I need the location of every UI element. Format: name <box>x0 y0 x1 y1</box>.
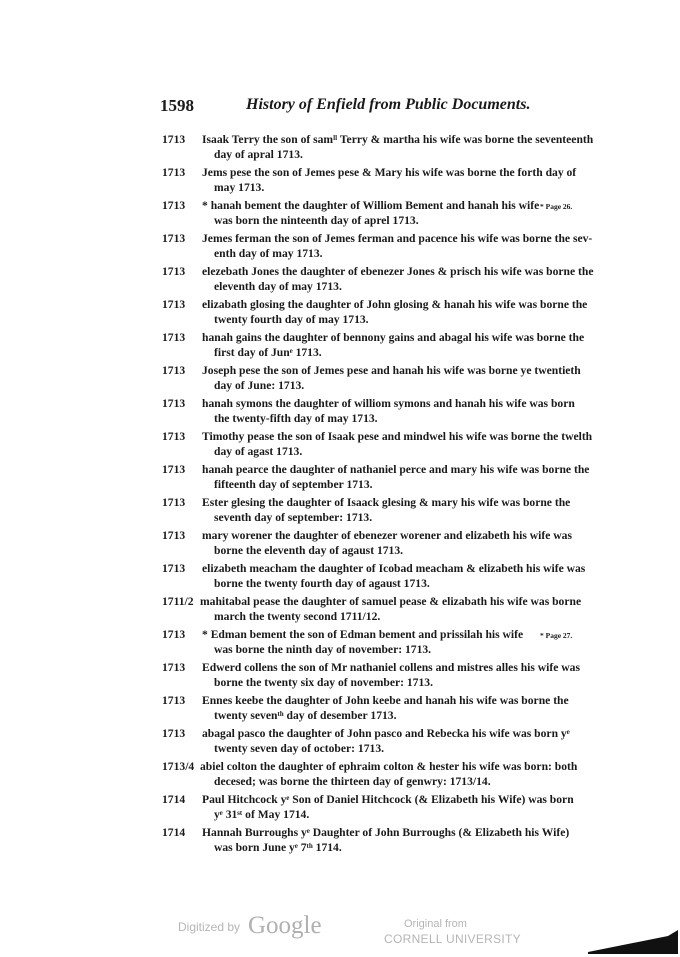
page-reference-marker: * Page 26. <box>540 202 573 211</box>
record-text-line1: hanah pearce the daughter of nathaniel perce and mary his wife was borne the <box>202 463 590 476</box>
record-year: 1713 <box>162 694 186 707</box>
record-year: 1711/2 <box>162 595 194 608</box>
record-text-line2: decesed; was borne the thirteen day of genwry: 1713/14. <box>214 775 491 789</box>
record-entry <box>162 165 602 195</box>
footer-institution: CORNELL UNIVERSITY <box>384 932 521 946</box>
record-text-line1: elezebath Jones the daughter of ebenezer Jones & prisch his wife was borne the <box>202 265 594 278</box>
record-text-line1: * hanah bement the daughter of Williom Bement and hanah his wife <box>202 199 540 212</box>
record-year: 1713 <box>162 562 186 575</box>
record-text-line1: elizabeth meacham the daughter of Icobad meacham & elizabeth his wife was <box>202 562 586 575</box>
record-entry <box>162 759 602 789</box>
page-reference-marker: * Page 27. <box>540 631 573 640</box>
record-entry <box>162 462 602 492</box>
footer-original-label: Original from <box>404 918 467 930</box>
record-entry <box>162 528 602 558</box>
record-entry <box>162 330 602 360</box>
record-text-line1: Hannah Burroughs yᵉ Daughter of John Burroughs (& Elizabeth his Wife) <box>202 826 570 839</box>
record-year: 1713 <box>162 232 186 245</box>
record-text-line1: * Edman bement the son of Edman bement and prissilah his wife <box>202 628 524 641</box>
record-year: 1713 <box>162 496 186 509</box>
record-year: 1713 <box>162 463 186 476</box>
record-year: 1714 <box>162 826 186 839</box>
google-logo: Google <box>248 912 322 939</box>
page-number: 1598 <box>160 96 194 115</box>
record-text-line2: day of June: 1713. <box>214 379 305 393</box>
record-text-line1: Ennes keebe the daughter of John keebe and hanah his wife was borne the <box>202 694 569 707</box>
record-text-line1: mary worener the daughter of ebenezer worener and elizabeth his wife was <box>202 529 572 542</box>
record-text-line2: twenty sevenᵗʰ day of desember 1713. <box>214 709 397 723</box>
record-text-line2: day of agast 1713. <box>214 445 303 459</box>
record-entry <box>162 495 602 525</box>
record-year: 1713/4 <box>162 760 195 773</box>
record-entry <box>162 561 602 591</box>
record-entry <box>162 693 602 723</box>
record-text-line1: abiel colton the daughter of ephraim colton & hester his wife was born: both <box>200 760 578 773</box>
record-entry <box>162 198 602 228</box>
record-text-line2: enth day of may 1713. <box>214 247 323 261</box>
record-text-line2: borne the twenty six day of november: 1713. <box>214 676 433 690</box>
record-text-line2: twenty seven day of october: 1713. <box>214 742 385 756</box>
record-text-line2: march the twenty second 1711/12. <box>214 610 381 624</box>
record-text-line2: was born June yᵉ 7ᵗʰ 1714. <box>214 841 342 855</box>
record-year: 1713 <box>162 199 186 212</box>
record-entry <box>162 363 602 393</box>
record-text-line2: borne the twenty fourth day of agaust 1713. <box>214 577 430 591</box>
record-text-line2: was born the ninteenth day of aprel 1713. <box>214 214 419 228</box>
record-text-line2: the twenty-fifth day of may 1713. <box>214 412 378 426</box>
record-entry <box>162 627 602 657</box>
record-year: 1713 <box>162 265 186 278</box>
birth-records-list <box>162 132 602 858</box>
footer-digitized-label: Digitized by <box>178 920 241 934</box>
record-year: 1713 <box>162 661 186 674</box>
record-text-line2: first day of Junᵉ 1713. <box>214 346 322 360</box>
record-year: 1713 <box>162 298 186 311</box>
record-entry <box>162 792 602 822</box>
page-corner-wedge-icon <box>588 928 678 956</box>
record-text-line1: hanah gains the daughter of bennony gains and abagal his wife was borne the <box>202 331 585 344</box>
record-entry <box>162 660 602 690</box>
record-year: 1713 <box>162 628 186 641</box>
record-entry <box>162 231 602 261</box>
record-year: 1713 <box>162 430 186 443</box>
record-entry <box>162 264 602 294</box>
record-text-line1: mahitabal pease the daughter of samuel pease & elizabath his wife was borne <box>200 595 582 608</box>
record-text-line1: Ester glesing the daughter of Isaack glesing & mary his wife was borne the <box>202 496 571 509</box>
record-text-line2: seventh day of september: 1713. <box>214 511 373 525</box>
record-text-line2: twenty fourth day of may 1713. <box>214 313 369 327</box>
record-entry <box>162 429 602 459</box>
record-text-line2: fifteenth day of september 1713. <box>214 478 373 492</box>
record-year: 1713 <box>162 529 186 542</box>
record-year: 1713 <box>162 331 186 344</box>
record-text-line2: day of apral 1713. <box>214 148 303 162</box>
record-entry <box>162 825 602 855</box>
record-entry <box>162 726 602 756</box>
record-year: 1713 <box>162 727 186 740</box>
record-entry <box>162 297 602 327</box>
record-text-line2: borne the eleventh day of agaust 1713. <box>214 544 404 558</box>
record-entry <box>162 396 602 426</box>
record-entry <box>162 594 602 624</box>
record-text-line2: eleventh day of may 1713. <box>214 280 342 294</box>
record-text-line1: Jemes ferman the son of Jemes ferman and pacence his wife was borne the sev- <box>202 232 593 245</box>
record-year: 1714 <box>162 793 186 806</box>
running-title: History of Enfield from Public Documents. <box>246 96 531 113</box>
record-year: 1713 <box>162 166 186 179</box>
record-text-line1: Jems pese the son of Jemes pese & Mary his wife was borne the forth day of <box>202 166 577 179</box>
record-year: 1713 <box>162 133 186 146</box>
record-text-line1: elizabath glosing the daughter of John glosing & hanah his wife was borne the <box>202 298 588 311</box>
record-text-line1: Edwerd collens the son of Mr nathaniel collens and mistres alles his wife was <box>202 661 580 674</box>
record-text-line1: Timothy pease the son of Isaak pese and mindwel his wife was borne the twelth <box>202 430 593 443</box>
record-entry <box>162 132 602 162</box>
record-text-line2: was borne the ninth day of november: 1713. <box>214 643 432 657</box>
record-text-line1: abagal pasco the daughter of John pasco and Rebecka his wife was born yᵉ <box>202 727 570 740</box>
record-text-line1: Isaak Terry the son of samˡˡ Terry & martha his wife was borne the seventeenth <box>202 133 594 146</box>
record-text-line1: Joseph pese the son of Jemes pese and hanah his wife was borne ye twentieth <box>202 364 581 377</box>
record-year: 1713 <box>162 397 186 410</box>
record-text-line1: hanah symons the daughter of williom symons and hanah his wife was born <box>202 397 575 410</box>
record-text-line2: may 1713. <box>214 181 265 195</box>
page-header <box>160 96 540 120</box>
record-year: 1713 <box>162 364 186 377</box>
record-text-line2: yᵉ 31ˢᵗ of May 1714. <box>214 808 310 822</box>
record-text-line1: Paul Hitchcock yᵉ Son of Daniel Hitchcock (& Elizabeth his Wife) was born <box>202 793 574 806</box>
